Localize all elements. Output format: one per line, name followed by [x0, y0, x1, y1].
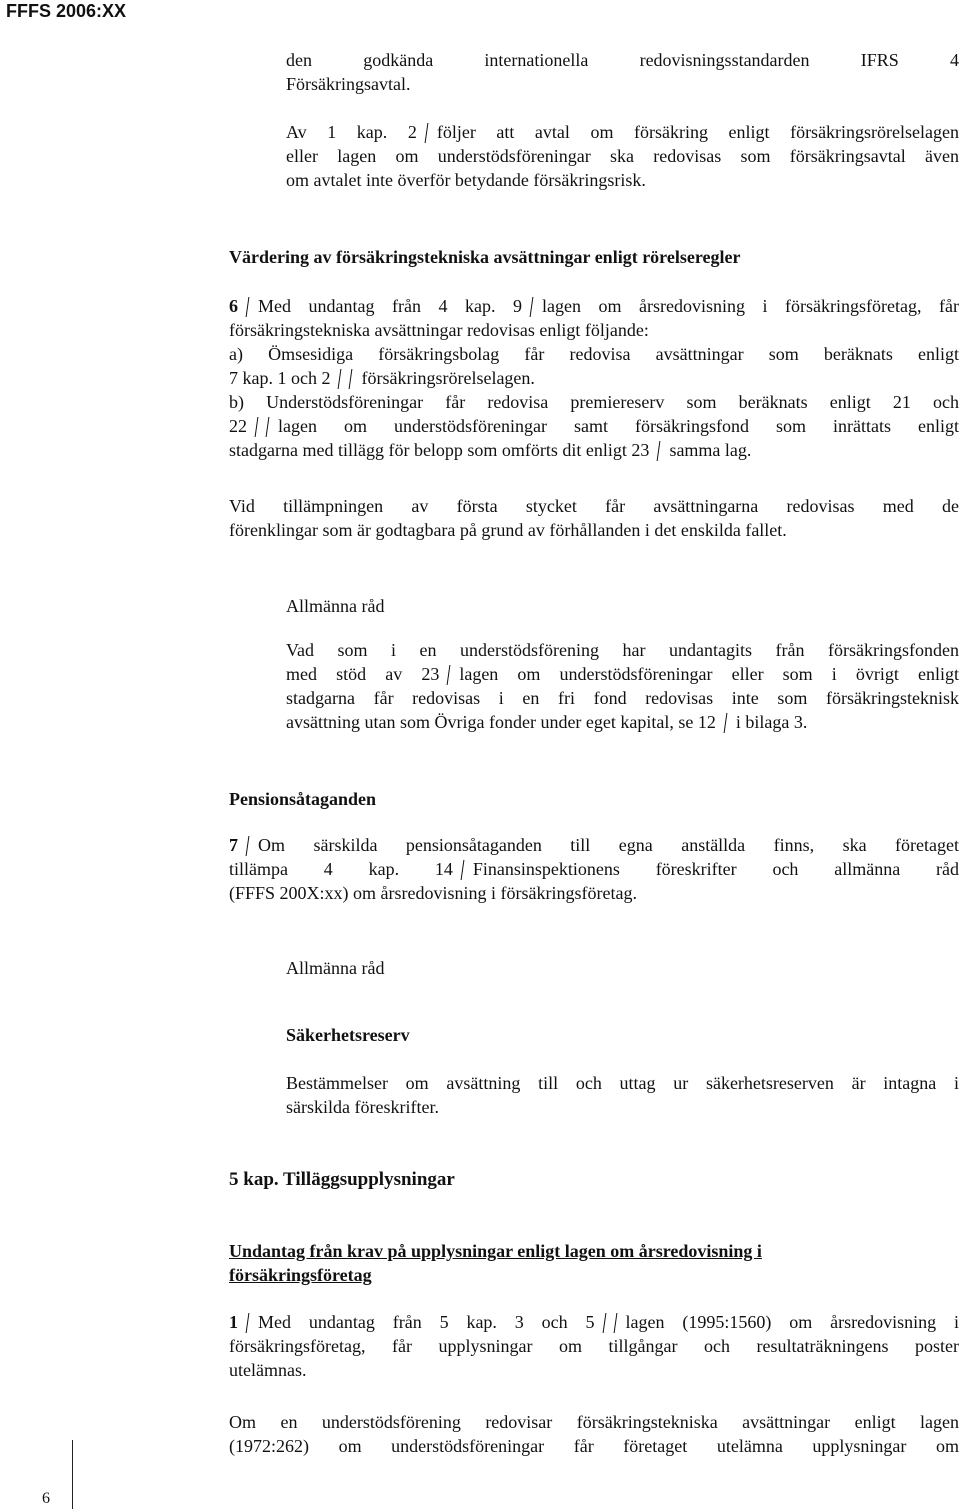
section-sign-icon [442, 665, 456, 685]
text-line: om avtalet inte överför betydande försäkringsrisk. [286, 170, 646, 190]
paragraph-section-7 [229, 833, 959, 905]
section-sign-icon [525, 297, 539, 317]
heading-pension: Pensionsåtaganden [229, 789, 377, 809]
text-line: försäkringsföretag, får upplysningar om tillgångar och resultaträkningens poster [229, 1336, 959, 1356]
section-sign-icon [241, 836, 255, 856]
text-line: Om en understödsförening redovisar försäkringstekniska avsättningar enligt lagen [229, 1412, 959, 1432]
document-header: FFFS 2006:XX [6, 1, 127, 21]
text-line: 22 lagen om understödsföreningar samt försäkringsfond som inrättats enligt [229, 416, 959, 436]
paragraph-insurance-contracts [286, 120, 959, 192]
section-sign-icon [241, 297, 255, 317]
chapter-heading: 5 kap. Tilläggsupplysningar [229, 1169, 455, 1190]
paragraph-section-6 [229, 294, 959, 462]
section-sign-icon [652, 441, 666, 461]
text-line: (1972:262) om understödsföreningar får företaget utelämna upplysningar om [229, 1436, 959, 1456]
text-line: eller lagen om understödsföreningar ska redovisas som försäkringsavtal även [286, 146, 959, 166]
text-line: Försäkringsavtal. [286, 74, 411, 94]
section-sign-icon [719, 713, 733, 733]
text-line: 7 kap. 1 och 2 försäkringsrörelselagen. [229, 368, 535, 388]
general-advice-label: Allmänna råd [286, 958, 385, 978]
general-advice-label: Allmänna råd [286, 596, 385, 616]
paragraph-support-association [229, 1410, 959, 1458]
text-line: (FFFS 200X:xx) om årsredovisning i försäkringsföretag. [229, 883, 637, 903]
section-sign-icon [241, 1313, 255, 1333]
text-line: med stöd av 23 lagen om understödsföreningar eller som i övrigt enligt [286, 664, 959, 684]
section-sign-icon [344, 369, 358, 389]
text-line: Av 1 kap. 2 följer att avtal om försäkring enligt försäkringsrörelselagen [286, 122, 959, 142]
text-line: stadgarna får redovisas i en fri fond redovisas inte som försäkringsteknisk [286, 688, 959, 708]
text-line: a) Ömsesidiga försäkringsbolag får redovisa avsättningar som beräknats enligt [229, 344, 959, 364]
paragraph-safety-reserve [286, 1071, 959, 1119]
text-line: den godkända internationella redovisningsstandarden IFRS 4 [286, 50, 959, 70]
paragraph-general-advice-fund [286, 638, 959, 734]
paragraph-section-1 [229, 1310, 959, 1382]
text-line: 6 Med undantag från 4 kap. 9 lagen om årsredovisning i försäkringsföretag, får [229, 296, 959, 316]
heading-valuation: Värdering av försäkringstekniska avsättningar enligt rörelseregler [229, 247, 741, 267]
section-sign-icon [609, 1313, 623, 1333]
page-number: 6 [42, 1490, 50, 1507]
text-line: tillämpa 4 kap. 14 Finansinspektionens föreskrifter och allmänna råd [229, 859, 959, 879]
section-sign-icon [456, 860, 470, 880]
heading-line: försäkringsföretag [229, 1265, 372, 1285]
text-line: utelämnas. [229, 1360, 307, 1380]
heading-exemption [229, 1239, 959, 1287]
text-line: 1 Med undantag från 5 kap. 3 och 5 lagen (1995:1560) om årsredovisning i [229, 1312, 959, 1332]
text-line: försäkringstekniska avsättningar redovisas enligt följande: [229, 320, 649, 340]
text-line: 7 Om särskilda pensionsåtaganden till egna anställda finns, ska företaget [229, 835, 959, 855]
text-line: b) Understödsföreningar får redovisa premiereserv som beräknats enligt 21 och [229, 392, 959, 412]
text-line: Bestämmelser om avsättning till och uttag ur säkerhetsreserven är intagna i [286, 1073, 959, 1093]
text-line: Vid tillämpningen av första stycket får avsättningarna redovisas med de [229, 496, 959, 516]
text-line: särskilda föreskrifter. [286, 1097, 439, 1117]
section-sign-icon [420, 123, 434, 143]
paragraph-ifrs [286, 48, 959, 96]
text-line: förenklingar som är godtagbara på grund av förhållanden i det enskilda fallet. [229, 520, 787, 540]
margin-divider [72, 1440, 73, 1509]
text-line: Vad som i en understödsförening har undantagits från försäkringsfonden [286, 640, 959, 660]
text-line: stadgarna med tillägg för belopp som omförts dit enligt 23 samma lag. [229, 440, 752, 460]
paragraph-simplifications [229, 494, 959, 542]
heading-safety-reserve: Säkerhetsreserv [286, 1025, 410, 1045]
heading-line: Undantag från krav på upplysningar enligt lagen om årsredovisning i [229, 1241, 762, 1261]
section-sign-icon [261, 417, 275, 437]
text-line: avsättning utan som Övriga fonder under eget kapital, se 12 i bilaga 3. [286, 712, 808, 732]
